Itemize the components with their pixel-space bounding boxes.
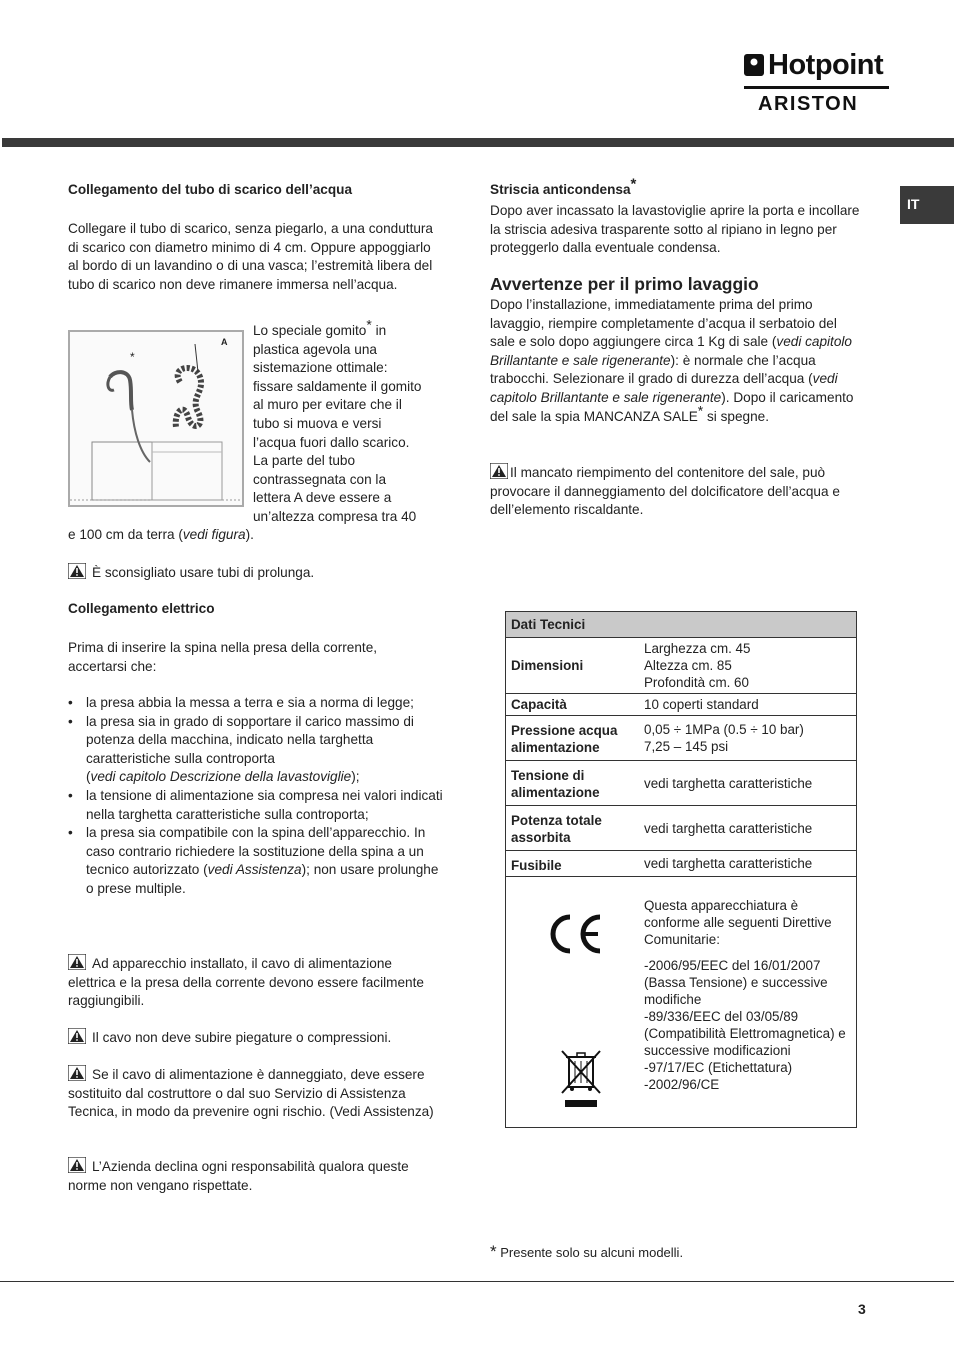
first-wash-title: Avvertenze per il primo lavaggio	[490, 274, 759, 294]
electric-warning-1: Ad apparecchio installato, il cavo di alimentazione elettrica e la presa della corrente devono essere facilmente raggiungibili.	[68, 956, 424, 1009]
table-row: Pressione acqua alimentazione 0,05 ÷ 1MPa (0.5 ÷ 10 bar) 7,25 – 145 psi	[506, 716, 856, 761]
page-number: 3	[858, 1301, 866, 1317]
table-row: Tensione di alimentazione vedi targhetta caratteristiche	[506, 761, 856, 806]
drain-side-tail: e 100 cm da terra (vedi figura).	[68, 527, 254, 542]
language-tab	[900, 186, 954, 224]
electric-intro: Prima di inserire la spina nella presa della corrente, accertarsi che:	[68, 640, 378, 674]
warning-icon	[68, 563, 86, 579]
table-row: Potenza totale assorbita vedi targhetta caratteristiche	[506, 806, 856, 851]
electric-list	[68, 694, 448, 899]
first-wash-text: Dopo l’installazione, immediatamente prima del primo lavaggio, riempire completamente d’acqua il serbatoio del sale e solo dopo aggiungere circa 1 Kg di sale (vedi capitolo Brillantante e sale rigenerante): è normale che l’acqua trabocchi. Selezionare il grado di durezza dell’acqua (vedi capitolo Brillantante e sale rigenerante). Dopo il caricamento del sale la spia MANCANZA SALE* si spegne.	[490, 297, 854, 424]
electric-title: Collegamento elettrico	[68, 601, 215, 616]
list-item: • la presa sia compatibile con la spina dell’apparecchio. In caso contrario richiedere la sostituzione della spina a un tecnico autorizzato (vedi Assistenza); non usare prolunghe o prese multiple.	[86, 824, 448, 898]
electric-warning-2: Il cavo non deve subire piegature o compressioni.	[68, 1028, 448, 1048]
brand-divider	[744, 86, 889, 89]
spec-table-header: Dati Tecnici	[506, 612, 856, 638]
brand-logo	[742, 49, 892, 116]
table-row: Dimensioni Larghezza cm. 45 Altezza cm. 85 Profondità cm. 60	[506, 638, 856, 694]
strip-title: Striscia anticondensa*	[490, 175, 637, 197]
drain-warning: È sconsigliato usare tubi di prolunga.	[68, 563, 448, 583]
warning-icon	[490, 463, 508, 479]
warning-icon	[68, 954, 86, 970]
drain-side-text: Lo speciale gomito* in plastica agevola una sistemazione ottimale: fissare saldamente il gomito al muro per evitare che il tubo si muova e versi l’acqua fuori dallo scarico. La parte del tubo contrassegnata con la lettera A deve essere a un’altezza compresa tra 40	[253, 316, 422, 524]
table-row: Fusibile vedi targhetta caratteristiche	[506, 851, 856, 877]
drain-title: Collegamento del tubo di scarico dell’acqua	[68, 182, 353, 197]
list-item: • la presa abbia la messa a terra e sia a norma di legge;	[86, 694, 448, 713]
drain-paragraph: Collegare il tubo di scarico, senza piegarlo, a una conduttura di scarico con diametro minimo di 4 cm. Oppure appoggiarlo al bordo di un lavandino o di una vasca; l’estremità libera del tubo di scarico non deve rimanere immersa nell’acqua.	[68, 221, 433, 292]
strip-text: Dopo aver incassato la lavastoviglie aprire la porta e incollare la striscia adesiva trasparente sotto al ripiano in legno per proteggerlo dalla eventuale condensa.	[490, 203, 860, 256]
table-row	[506, 877, 856, 1128]
spec-table	[505, 611, 857, 1128]
ce-mark-icon	[544, 911, 604, 957]
header-bar	[2, 138, 954, 147]
electric-warning-4: L’Azienda declina ogni responsabilità qualora queste norme non vengano rispettate.	[68, 1159, 409, 1193]
list-item: • la presa sia in grado di sopportare il carico massimo di potenza della macchina, indicato nella targhetta caratteristiche sulla controporta (vedi capitolo Descrizione della lavastoviglie);	[86, 713, 448, 787]
footer-rule	[0, 1281, 954, 1282]
conformity-intro: Questa apparecchiatura è conforme alle seguenti Direttive Comunitarie:	[644, 898, 832, 947]
brand-sub: ARISTON	[758, 93, 859, 115]
warning-icon	[68, 1028, 86, 1044]
figure-label-a: A	[221, 337, 228, 347]
list-item: • la tensione di alimentazione sia compresa nei valori indicati nella targhetta caratteristiche sulla controporta;	[86, 787, 448, 824]
weee-bin-icon	[560, 1049, 604, 1111]
table-row: Capacità 10 coperti standard	[506, 694, 856, 716]
first-wash-warning: Il mancato riempimento del contenitore del sale, può provocare il danneggiamento del dolcificatore dell’acqua e dell’elemento riscaldante.	[490, 465, 840, 518]
hotpoint-logo-icon	[744, 54, 764, 76]
figure-star: *	[130, 350, 135, 364]
warning-icon	[68, 1065, 86, 1081]
conformity-list: -2006/95/EEC del 16/01/2007 (Bassa Tensione) e successive modifiche -89/336/EEC del 03/05/89 (Compatibilità Elettromagnetica) e successive modificazioni -97/17/EC (Etichettatura) -2002/96/CE	[644, 958, 846, 1092]
language-tab-label: IT	[907, 196, 920, 212]
brand-name: Hotpoint	[768, 49, 884, 81]
drain-hose-figure	[68, 330, 244, 507]
electric-warning-3: Se il cavo di alimentazione è danneggiato, deve essere sostituito dal costruttore o dal suo Servizio di Assistenza Tecnica, in modo da prevenire ogni rischio. (Vedi Assistenza)	[68, 1067, 434, 1120]
warning-icon	[68, 1157, 86, 1173]
footnote: * Presente solo su alcuni modelli.	[490, 1242, 684, 1261]
